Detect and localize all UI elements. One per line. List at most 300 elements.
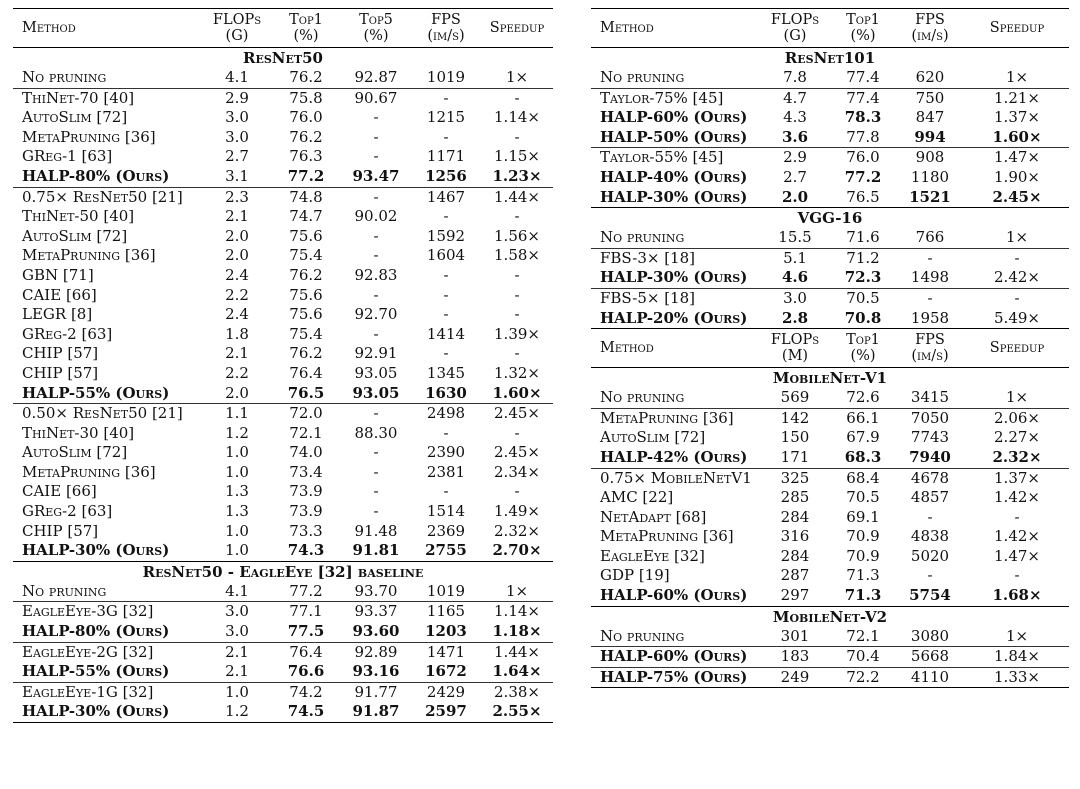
value-cell: - bbox=[443, 207, 449, 226]
value-cell: 2.55× bbox=[481, 702, 553, 722]
value-cell: 93.05 bbox=[352, 383, 400, 402]
value-cell: - bbox=[895, 288, 965, 308]
table-row bbox=[13, 682, 553, 702]
value-cell: 92.70 bbox=[354, 305, 398, 324]
value-cell: - bbox=[1014, 566, 1020, 585]
value-cell: 68.3 bbox=[844, 447, 882, 466]
value-cell: 2.3 bbox=[203, 187, 271, 207]
table-row bbox=[13, 662, 553, 682]
value-cell: 4857 bbox=[910, 488, 950, 507]
method-cell: No pruning bbox=[600, 228, 685, 247]
table-row bbox=[591, 547, 1069, 567]
value-cell: - bbox=[373, 226, 379, 245]
value-cell: 70.9 bbox=[846, 546, 880, 565]
value-cell: 72.2 bbox=[831, 667, 895, 688]
value-cell: 77.4 bbox=[846, 68, 880, 86]
method-cell: GReg-1 [63] bbox=[22, 147, 113, 166]
row-group bbox=[591, 667, 1069, 688]
value-cell: 77.1 bbox=[271, 602, 341, 622]
value-cell: 1× bbox=[505, 581, 529, 600]
value-cell: 88.30 bbox=[354, 423, 398, 442]
value-cell: 2.9 bbox=[203, 88, 271, 108]
value-cell: - bbox=[373, 285, 379, 304]
value-cell: 1.14× bbox=[481, 602, 553, 622]
value-cell: 1.37× bbox=[994, 108, 1040, 127]
row-group bbox=[13, 404, 553, 562]
row-group bbox=[591, 288, 1069, 328]
row-group bbox=[13, 88, 553, 187]
value-cell: 74.2 bbox=[271, 682, 341, 702]
value-cell: 1.3 bbox=[225, 502, 249, 521]
value-cell: 1.23× bbox=[492, 166, 542, 185]
value-cell: - bbox=[514, 482, 520, 501]
value-cell: 77.4 bbox=[831, 88, 895, 108]
section-title-row bbox=[591, 368, 1069, 389]
value-cell: - bbox=[443, 305, 449, 324]
header-top1 bbox=[831, 9, 895, 48]
value-cell: 93.60 bbox=[352, 622, 400, 641]
method-cell: HALP-30% (Ours) bbox=[13, 702, 203, 722]
row-group bbox=[591, 88, 1069, 148]
value-cell: 847 bbox=[915, 108, 945, 127]
value-cell: - bbox=[514, 423, 520, 442]
value-cell: 249 bbox=[759, 667, 831, 688]
value-cell: 2.32× bbox=[494, 521, 540, 540]
value-cell: 72.3 bbox=[844, 268, 882, 287]
value-cell: 72.1 bbox=[846, 626, 880, 645]
value-cell: 325 bbox=[759, 468, 831, 488]
value-cell: 1.58× bbox=[494, 246, 540, 265]
header-top5 bbox=[341, 9, 411, 48]
value-cell: 2369 bbox=[426, 521, 466, 540]
value-cell: 5.49× bbox=[965, 309, 1069, 329]
value-cell: 74.0 bbox=[289, 443, 323, 462]
value-cell: 75.6 bbox=[289, 226, 323, 245]
method-cell: HALP-50% (Ours) bbox=[600, 127, 748, 146]
value-cell: 1180 bbox=[910, 167, 950, 186]
method-cell: No pruning bbox=[22, 581, 107, 600]
value-cell: 70.5 bbox=[831, 288, 895, 308]
value-cell: - bbox=[514, 265, 520, 284]
section-title: VGG-16 bbox=[591, 208, 1069, 229]
method-cell: AMC [22] bbox=[600, 488, 674, 507]
table-row bbox=[13, 541, 553, 561]
value-cell: 73.9 bbox=[289, 502, 323, 521]
table-row bbox=[591, 188, 1069, 208]
value-cell: 77.5 bbox=[287, 622, 325, 641]
header-flops-unit: (G) bbox=[225, 28, 249, 44]
value-cell: 183 bbox=[759, 647, 831, 668]
value-cell: 142 bbox=[759, 408, 831, 428]
value-cell: - bbox=[373, 482, 379, 501]
value-cell: 1.14× bbox=[494, 108, 540, 127]
value-cell: 1.0 bbox=[225, 541, 249, 560]
table-row bbox=[13, 187, 553, 207]
value-cell: 2.9 bbox=[759, 148, 831, 168]
method-cell: EagleEye [32] bbox=[600, 546, 705, 565]
method-cell: AutoSlim [72] bbox=[22, 226, 128, 245]
value-cell: 1.68× bbox=[992, 586, 1042, 605]
value-cell: 4.7 bbox=[759, 88, 831, 108]
method-cell: ThiNet-50 [40] bbox=[22, 207, 135, 226]
value-cell: 316 bbox=[780, 527, 810, 546]
row-group bbox=[13, 642, 553, 682]
value-cell: 1.56× bbox=[494, 226, 540, 245]
value-cell: 7940 bbox=[909, 447, 951, 466]
value-cell: 2.4 bbox=[225, 265, 249, 284]
value-cell: 77.2 bbox=[289, 581, 323, 600]
value-cell: 1.47× bbox=[994, 546, 1040, 565]
table-row bbox=[591, 586, 1069, 606]
header-top1-label: Top1 bbox=[289, 11, 323, 28]
row-group bbox=[13, 582, 553, 602]
value-cell: 73.3 bbox=[289, 521, 323, 540]
value-cell: 1.15× bbox=[494, 147, 540, 166]
value-cell: 2.1 bbox=[225, 344, 249, 363]
value-cell: 1498 bbox=[910, 268, 950, 287]
section-title: ResNet50 - EagleEye [32] baseline bbox=[13, 561, 553, 582]
section-title: ResNet50 bbox=[243, 49, 323, 67]
row-group bbox=[591, 68, 1069, 88]
value-cell: 2755 bbox=[425, 541, 467, 560]
value-cell: 75.6 bbox=[289, 285, 323, 304]
header-method: Method bbox=[591, 9, 759, 48]
value-cell: 1× bbox=[505, 68, 529, 86]
value-cell: 3.0 bbox=[225, 127, 249, 146]
value-cell: 92.83 bbox=[354, 265, 398, 284]
value-cell: 3.0 bbox=[225, 108, 249, 127]
value-cell: - bbox=[965, 288, 1069, 308]
table-row bbox=[13, 443, 553, 463]
value-cell: 1.21× bbox=[965, 88, 1069, 108]
method-cell: ThiNet-30 [40] bbox=[22, 423, 135, 442]
value-cell: - bbox=[373, 502, 379, 521]
header-top1-unit: (%) bbox=[293, 28, 319, 44]
header-top1-unit: (%) bbox=[850, 348, 876, 365]
method-cell: AutoSlim [72] bbox=[22, 443, 128, 462]
value-cell: 93.16 bbox=[352, 662, 400, 681]
method-cell: MetaPruning [36] bbox=[600, 527, 734, 546]
value-cell: 2498 bbox=[411, 404, 481, 424]
value-cell: 1.64× bbox=[492, 662, 542, 681]
value-cell: 1.32× bbox=[494, 363, 540, 382]
table-row bbox=[13, 88, 553, 108]
value-cell: 75.4 bbox=[289, 324, 323, 343]
header-flops bbox=[759, 329, 831, 368]
value-cell: - bbox=[514, 305, 520, 324]
value-cell: 1345 bbox=[426, 363, 466, 382]
table-row bbox=[591, 148, 1069, 168]
value-cell: - bbox=[341, 187, 411, 207]
value-cell: - bbox=[373, 127, 379, 146]
header-speedup: Speedup bbox=[965, 9, 1069, 48]
method-cell: HALP-40% (Ours) bbox=[600, 167, 748, 186]
method-cell: CHIP [57] bbox=[22, 344, 99, 363]
value-cell: 301 bbox=[780, 626, 810, 645]
value-cell: 2390 bbox=[426, 443, 466, 462]
value-cell: 2.38× bbox=[481, 682, 553, 702]
table-row bbox=[13, 128, 553, 148]
value-cell: 76.2 bbox=[289, 344, 323, 363]
row-group bbox=[13, 68, 553, 88]
table-row bbox=[591, 667, 1069, 688]
table-row bbox=[591, 647, 1069, 668]
value-cell: 75.8 bbox=[271, 88, 341, 108]
header-flops-label: FLOPs bbox=[212, 11, 262, 28]
section-title-row bbox=[13, 561, 553, 582]
value-cell: 70.8 bbox=[831, 309, 895, 329]
method-cell: HALP-30% (Ours) bbox=[22, 541, 170, 560]
value-cell: 1.60× bbox=[992, 127, 1042, 146]
value-cell: 1414 bbox=[426, 324, 466, 343]
value-cell: 71.3 bbox=[844, 586, 882, 605]
header-top1 bbox=[271, 9, 341, 48]
value-cell: 4.1 bbox=[225, 581, 249, 600]
value-cell: 1672 bbox=[425, 662, 467, 681]
value-cell: 76.0 bbox=[831, 148, 895, 168]
method-cell: No pruning bbox=[600, 68, 685, 86]
method-cell: FBS-3× [18] bbox=[591, 248, 759, 268]
value-cell: 1.2 bbox=[203, 702, 271, 722]
row-group bbox=[591, 248, 1069, 288]
value-cell: 73.4 bbox=[289, 462, 323, 481]
header-fps-label: FPS bbox=[431, 11, 461, 28]
value-cell: 3080 bbox=[910, 626, 950, 645]
method-cell: MetaPruning [36] bbox=[22, 462, 156, 481]
header-fps bbox=[411, 9, 481, 48]
value-cell: 297 bbox=[780, 586, 810, 605]
value-cell: 74.3 bbox=[287, 541, 325, 560]
value-cell: 1.2 bbox=[225, 423, 249, 442]
value-cell: 1.8 bbox=[225, 324, 249, 343]
method-cell: MetaPruning [36] bbox=[591, 408, 759, 428]
value-cell: 2.45× bbox=[494, 443, 540, 462]
section-title-row bbox=[591, 208, 1069, 229]
value-cell: 1.0 bbox=[225, 521, 249, 540]
header-flops-label: FLOPs bbox=[770, 331, 820, 348]
value-cell: 2429 bbox=[411, 682, 481, 702]
method-cell: 0.50× ResNet50 [21] bbox=[13, 404, 203, 424]
value-cell: - bbox=[514, 344, 520, 363]
value-cell: 908 bbox=[895, 148, 965, 168]
value-cell: 75.4 bbox=[289, 246, 323, 265]
value-cell: 1× bbox=[1005, 388, 1029, 407]
table-row bbox=[13, 147, 553, 167]
table-row bbox=[591, 527, 1069, 547]
header-fps bbox=[895, 9, 965, 48]
value-cell: 1471 bbox=[411, 642, 481, 662]
value-cell: 76.0 bbox=[289, 108, 323, 127]
table-row bbox=[591, 168, 1069, 188]
value-cell: 67.9 bbox=[846, 428, 880, 447]
method-cell: HALP-75% (Ours) bbox=[591, 667, 759, 688]
table-row bbox=[13, 522, 553, 542]
value-cell: 1.1 bbox=[203, 404, 271, 424]
value-cell: 90.67 bbox=[341, 88, 411, 108]
value-cell: 284 bbox=[780, 546, 810, 565]
method-cell: AutoSlim [72] bbox=[22, 108, 128, 127]
method-cell: Taylor-55% [45] bbox=[591, 148, 759, 168]
value-cell: - bbox=[373, 324, 379, 343]
value-cell: 2.45× bbox=[481, 404, 553, 424]
value-cell: - bbox=[514, 207, 520, 226]
value-cell: 92.89 bbox=[341, 642, 411, 662]
table-row bbox=[13, 424, 553, 444]
value-cell: - bbox=[443, 423, 449, 442]
value-cell: - bbox=[514, 127, 520, 146]
value-cell: 1× bbox=[1005, 626, 1029, 645]
table-row bbox=[591, 288, 1069, 308]
value-cell: 1.33× bbox=[965, 667, 1069, 688]
value-cell: 66.1 bbox=[831, 408, 895, 428]
value-cell: 71.2 bbox=[831, 248, 895, 268]
table-row bbox=[591, 627, 1069, 647]
value-cell: - bbox=[965, 248, 1069, 268]
value-cell: 3.0 bbox=[759, 288, 831, 308]
value-cell: - bbox=[443, 127, 449, 146]
value-cell: 287 bbox=[780, 566, 810, 585]
value-cell: 77.2 bbox=[287, 166, 325, 185]
method-cell: CAIE [66] bbox=[22, 482, 97, 501]
table-row bbox=[591, 448, 1069, 468]
table-row bbox=[591, 108, 1069, 128]
value-cell: 1.44× bbox=[481, 642, 553, 662]
method-cell: No pruning bbox=[600, 626, 685, 645]
value-cell: 1.84× bbox=[965, 647, 1069, 668]
value-cell: 2.1 bbox=[203, 642, 271, 662]
value-cell: 15.5 bbox=[778, 228, 812, 247]
method-cell: Taylor-75% [45] bbox=[591, 88, 759, 108]
section-title: MobileNet-V1 bbox=[772, 369, 888, 388]
value-cell: 1× bbox=[1005, 68, 1029, 86]
value-cell: - bbox=[1014, 507, 1020, 526]
value-cell: 2.06× bbox=[965, 408, 1069, 428]
value-cell: 2.1 bbox=[225, 207, 249, 226]
value-cell: 74.5 bbox=[271, 702, 341, 722]
value-cell: 1.49× bbox=[494, 502, 540, 521]
value-cell: 92.87 bbox=[354, 68, 398, 86]
value-cell: 569 bbox=[780, 388, 810, 407]
value-cell: 1.0 bbox=[225, 443, 249, 462]
table-row bbox=[591, 428, 1069, 448]
value-cell: 7.8 bbox=[783, 68, 807, 86]
value-cell: 2.8 bbox=[759, 309, 831, 329]
header-top5-unit: (%) bbox=[363, 28, 389, 44]
value-cell: 285 bbox=[780, 488, 810, 507]
resnet101-vgg-mobilenet-results bbox=[591, 8, 1069, 688]
table-row bbox=[591, 566, 1069, 586]
value-cell: 1592 bbox=[426, 226, 466, 245]
method-cell: EagleEye-1G [32] bbox=[13, 682, 203, 702]
value-cell: 1.90× bbox=[994, 167, 1040, 186]
table-row bbox=[13, 404, 553, 424]
value-cell: 76.5 bbox=[287, 383, 325, 402]
value-cell: - bbox=[373, 462, 379, 481]
value-cell: 78.3 bbox=[844, 108, 882, 127]
value-cell: 7050 bbox=[895, 408, 965, 428]
value-cell: 1.47× bbox=[965, 148, 1069, 168]
method-cell: HALP-80% (Ours) bbox=[22, 166, 170, 185]
section-title: MobileNet-V2 bbox=[591, 606, 1069, 627]
header-top1-label: Top1 bbox=[846, 11, 880, 28]
method-cell: EagleEye-3G [32] bbox=[13, 602, 203, 622]
value-cell: 4.3 bbox=[783, 108, 807, 127]
value-cell: - bbox=[481, 88, 553, 108]
value-cell: 2.0 bbox=[225, 246, 249, 265]
resnet50-results-table bbox=[13, 8, 553, 723]
header-speedup: Speedup bbox=[481, 9, 553, 48]
method-cell: GBN [71] bbox=[22, 265, 94, 284]
header-top1 bbox=[831, 329, 895, 368]
value-cell: 1958 bbox=[895, 309, 965, 329]
value-cell: 1256 bbox=[425, 166, 467, 185]
method-cell: ThiNet-70 [40] bbox=[13, 88, 203, 108]
table-row bbox=[591, 388, 1069, 408]
value-cell: 3415 bbox=[910, 388, 950, 407]
method-cell: HALP-30% (Ours) bbox=[600, 268, 748, 287]
value-cell: 70.9 bbox=[846, 527, 880, 546]
value-cell: 72.1 bbox=[289, 423, 323, 442]
table-row bbox=[591, 248, 1069, 268]
value-cell: 76.4 bbox=[271, 642, 341, 662]
value-cell: 71.3 bbox=[846, 566, 880, 585]
table-row bbox=[13, 227, 553, 247]
value-cell: 71.6 bbox=[846, 228, 880, 247]
value-cell: 2.0 bbox=[225, 383, 249, 402]
value-cell: 91.81 bbox=[352, 541, 400, 560]
value-cell: 76.2 bbox=[289, 68, 323, 86]
value-cell: 1019 bbox=[426, 68, 466, 86]
value-cell: 1215 bbox=[426, 108, 466, 127]
value-cell: 3.0 bbox=[225, 622, 249, 641]
method-cell: 0.75× ResNet50 [21] bbox=[13, 187, 203, 207]
value-cell: 2.70× bbox=[492, 541, 542, 560]
header-flops-unit: (M) bbox=[781, 348, 809, 365]
section-title-row bbox=[591, 606, 1069, 627]
method-cell: HALP-55% (Ours) bbox=[22, 662, 170, 681]
header-fps-label: FPS bbox=[915, 11, 945, 28]
value-cell: - bbox=[373, 147, 379, 166]
method-cell: MetaPruning [36] bbox=[22, 127, 156, 146]
value-cell: 4838 bbox=[910, 527, 950, 546]
header-fps bbox=[895, 329, 965, 368]
value-cell: 91.77 bbox=[341, 682, 411, 702]
value-cell: 4110 bbox=[895, 667, 965, 688]
method-cell: HALP-20% (Ours) bbox=[591, 309, 759, 329]
table-row bbox=[13, 642, 553, 662]
value-cell: 4678 bbox=[895, 468, 965, 488]
value-cell: - bbox=[443, 265, 449, 284]
method-cell: HALP-55% (Ours) bbox=[22, 383, 170, 402]
table-row bbox=[13, 167, 553, 187]
value-cell: 1.0 bbox=[203, 682, 271, 702]
value-cell: 93.70 bbox=[354, 581, 398, 600]
method-cell: CAIE [66] bbox=[22, 285, 97, 304]
value-cell: 76.5 bbox=[846, 187, 880, 206]
row-group bbox=[591, 647, 1069, 668]
table-row bbox=[13, 325, 553, 345]
row-group bbox=[13, 602, 553, 642]
section-title: ResNet101 bbox=[784, 49, 876, 67]
value-cell: - bbox=[443, 285, 449, 304]
method-cell: HALP-30% (Ours) bbox=[600, 187, 748, 206]
value-cell: 1165 bbox=[411, 602, 481, 622]
table-row bbox=[591, 68, 1069, 88]
value-cell: 2597 bbox=[411, 702, 481, 722]
value-cell: 2.4 bbox=[225, 305, 249, 324]
method-cell: GDP [19] bbox=[600, 566, 670, 585]
value-cell: 1203 bbox=[425, 622, 467, 641]
